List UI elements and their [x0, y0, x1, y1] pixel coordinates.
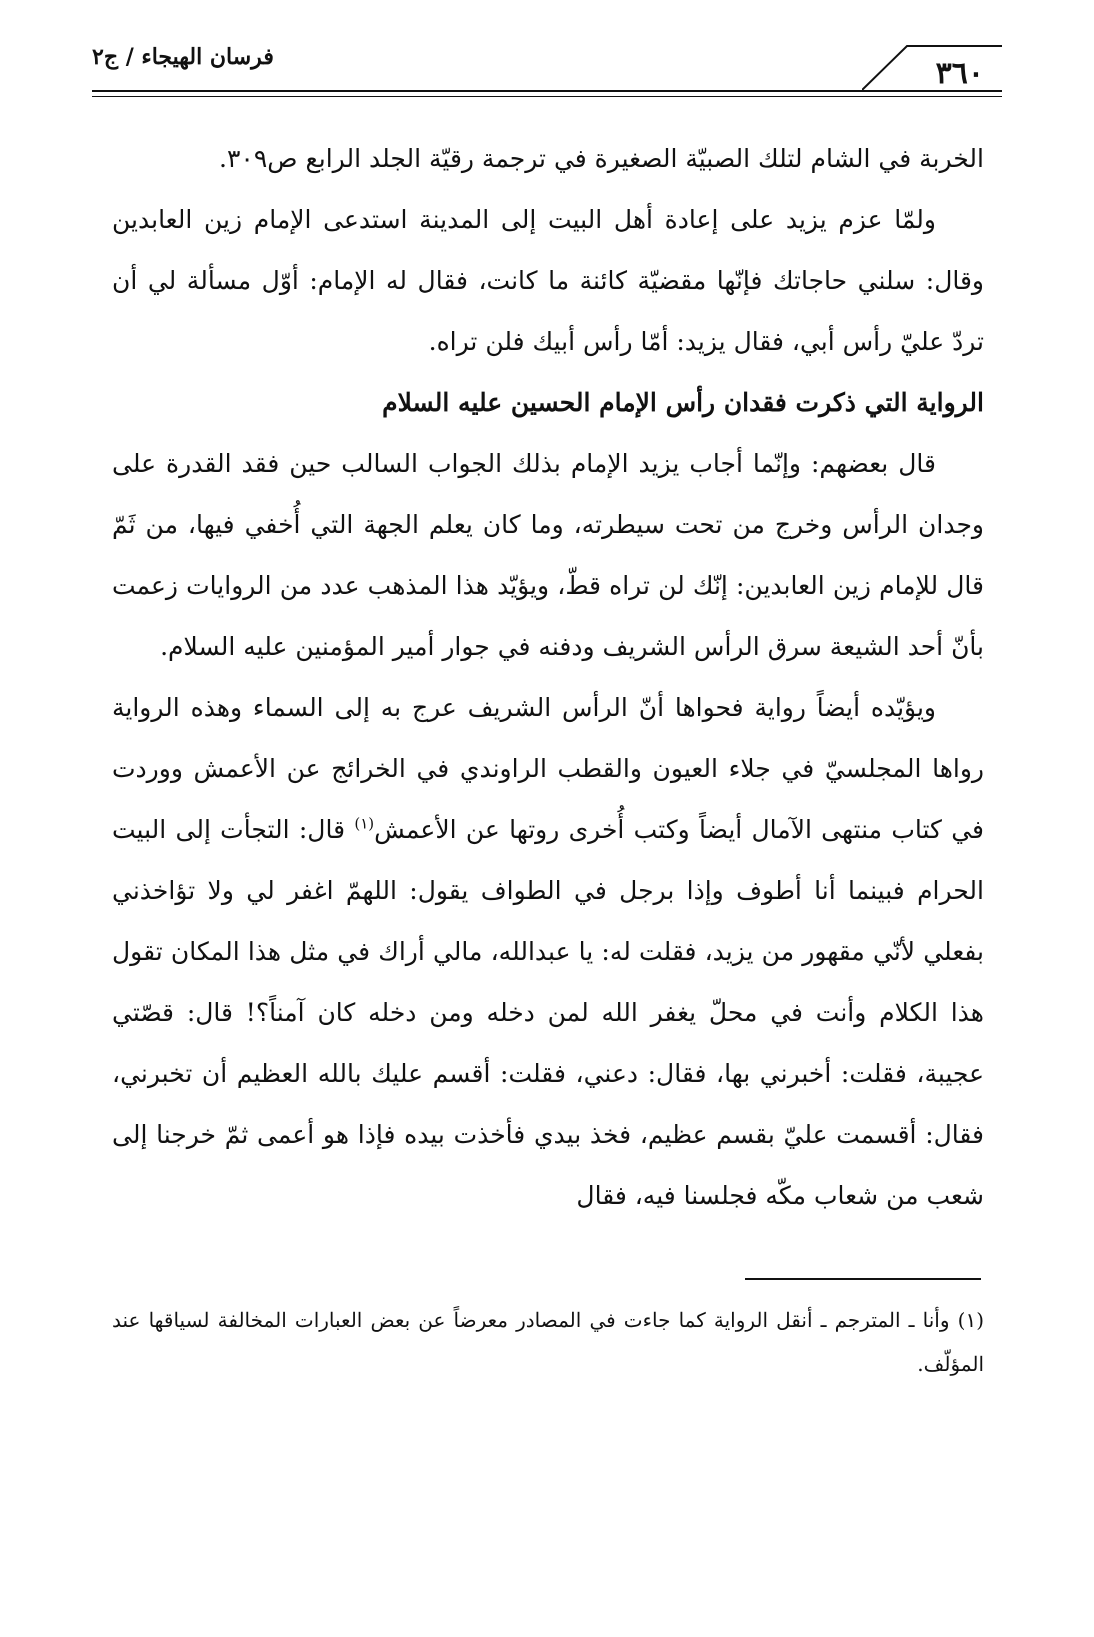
paragraph: قال بعضهم: وإنّما أجاب يزيد الإمام بذلك الجواب السالب حين فقد القدرة على وجدان الرأس وخرج من تحت سيطرته، وما كان يعلم الجهة التي أُخفي فيها، من ثَمّ قال للإمام زين العابدين: إنّك لن تراه قطّ، ويؤيّد هذا المذهب عدد من الروايات زعمت بأنّ أحد الشيعة سرق الرأس الشريف ودفنه في جوار أمير المؤمنين عليه السلام.	[112, 449, 984, 661]
paragraph-text: قال: التجأت إلى البيت الحرام فبينما أنا أطوف وإذا برجل في الطواف يقول: اللهمّ اغفر لي ولا تؤاخذني بفعلي لأنّي مقهور من يزيد، فقلت له: يا عبدالله، مالي أراك في مثل هذا المكان تقول هذا الكلام وأنت في محلّ يغفر الله لمن دخله ومن دخله كان آمناً؟! قال: قصّتي عجيبة، فقلت: أخبرني بها، فقال: دعني، فقلت: أقسم عليك بالله العظيم أن تخبرني، فقال: أقسمت عليّ بقسم عظيم، فخذ بيدي فأخذت بيده فإذا هو أعمى ثمّ خرجنا إلى شعب من شعاب مكّه فجلسنا فيه، فقال	[112, 815, 984, 1210]
running-title: فرسان الهيجاء / ج٢	[92, 44, 274, 70]
paragraph	[112, 677, 984, 1226]
main-text	[112, 128, 984, 1226]
paragraph: ولمّا عزم يزيد على إعادة أهل البيت إلى المدينة استدعى الإمام زين العابدين وقال: سلني حاجاتك فإنّها مقضيّة كائنة ما كانت، فقال له الإمام: أوّل مسألة لي أن تردّ عليّ رأس أبي، فقال يزيد: أمّا رأس أبيك فلن تراه.	[112, 205, 984, 356]
footnote-text: (١) وأنا ـ المترجم ـ أنقل الرواية كما جاءت في المصادر معرضاً عن بعض العبارات المخالفة لسياقها عند المؤلّف.	[112, 1308, 984, 1376]
footnote	[112, 1298, 984, 1386]
footnote-separator	[745, 1278, 981, 1280]
section-heading: الرواية التي ذكرت فقدان رأس الإمام الحسين عليه السلام	[382, 388, 984, 417]
footnote-reference[interactable]: (١)	[354, 814, 375, 833]
paragraph-text: ويؤيّده أيضاً رواية فحواها أنّ الرأس الشريف عرج به إلى السماء وهذه الرواية رواها المجلسيّ في جلاء العيون والقطب الراوندي في الخرائج عن الأعمش ووردت في كتاب منتهى الآمال أيضاً وكتب أُخرى روتها عن الأعمش	[112, 693, 984, 844]
paragraph: الخربة في الشام لتلك الصبيّة الصغيرة في ترجمة رقيّة الجلد الرابع ص٣٠٩.	[219, 144, 984, 173]
header-rule-thin	[92, 96, 1002, 97]
page-header	[92, 38, 1002, 108]
header-rule	[92, 90, 1002, 92]
page-number: ٣٦٠	[935, 56, 984, 91]
